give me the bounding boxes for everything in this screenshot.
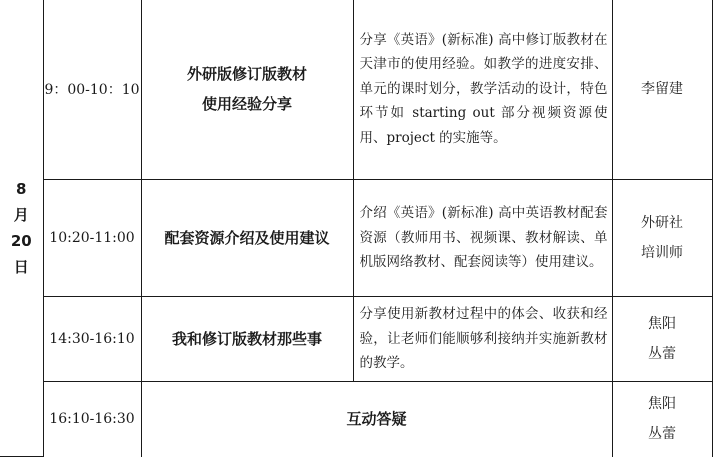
speaker-cell [612,180,712,297]
time-cell: 9：00-10：10 [43,0,141,180]
speaker-name: 李留建 [641,81,683,97]
table-row [0,382,712,457]
speaker-name: 外研社 [641,215,683,231]
speaker-name: 焦阳 [648,396,676,413]
date-month-char: 月 [13,205,29,224]
speaker-name: 丛蕾 [648,426,676,443]
date-cell [0,0,43,457]
speaker-cell [612,382,712,457]
date-day-number: 20 [10,231,32,250]
session-title-line: 配套资源介绍及使用建议 [164,229,330,247]
session-title-line: 使用经验分享 [201,95,292,113]
session-title [141,0,353,180]
speaker-name: 丛蕾 [648,346,676,362]
speaker-cell [612,0,712,180]
speaker-name: 培训师 [641,245,683,261]
session-title-line: 外研版修订版教材 [186,65,307,83]
table-row [0,297,712,382]
time-cell: 14:30-16:10 [43,297,141,382]
session-title [141,382,612,457]
speaker-cell [612,297,712,382]
session-title [141,297,353,382]
session-description: 分享《英语》(新标准) 高中修订版教材在天津市的使用经验。如教学的进度安排、单元的课时划分，教学活动的设计，特色环节如 starting out 部分视频资源使用、project 的实施等。 [353,0,612,180]
date-month-number: 8 [16,179,27,198]
time-cell: 16:10-16:30 [43,382,141,457]
session-description: 介绍《英语》(新标准) 高中英语教材配套资源（教师用书、视频课、教材解读、单机版网络教材、配套阅读等）使用建议。 [353,180,612,297]
speaker-name: 焦阳 [648,316,676,332]
session-title [141,180,353,297]
session-title-line: 我和修订版教材那些事 [171,330,322,348]
table-row [0,0,712,180]
session-description: 分享使用新教材过程中的体会、收获和经验，让老师们能顺够利接纳并实施新教材的教学。 [353,297,612,382]
table-row [0,180,712,297]
date-day-char: 日 [13,257,29,276]
session-title-line: 互动答疑 [346,410,407,429]
time-cell: 10:20-11:00 [43,180,141,297]
